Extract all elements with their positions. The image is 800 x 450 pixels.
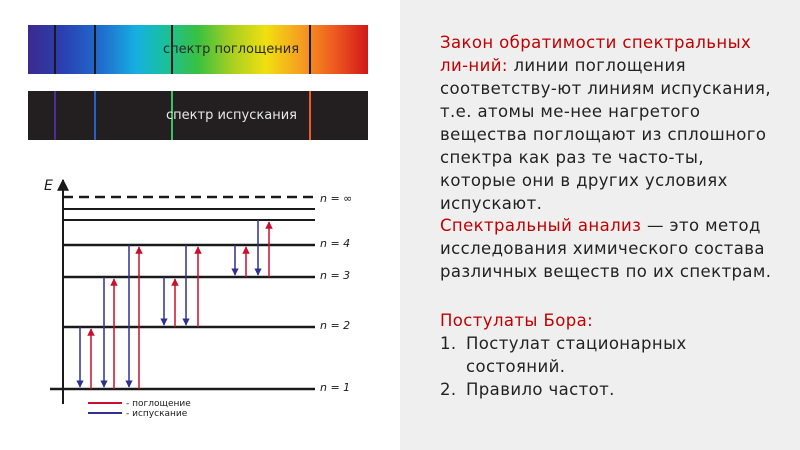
level-label-inf: n = ∞ xyxy=(320,192,353,205)
emission-spectrum-label: спектр испускания xyxy=(166,108,297,123)
reversibility-law-title: Закон обратимости спектральных ли-ний: xyxy=(440,33,752,75)
absorption-spectrum-label: спектр поглощения xyxy=(163,42,300,57)
emission-line-orange xyxy=(309,91,311,140)
bohr-postulate-item xyxy=(440,332,780,378)
energy-axis-label: E xyxy=(44,178,53,194)
legend-absorption-label: - поглощение xyxy=(126,399,191,409)
energy-level-diagram xyxy=(0,168,400,428)
bohr-postulate-number: 1. xyxy=(440,334,457,353)
spectral-analysis-body: — это метод исследования химического состава различных веществ по их спектрам. xyxy=(440,216,772,281)
bohr-postulate-number: 2. xyxy=(440,380,457,399)
absorption-line xyxy=(94,25,96,74)
bohr-postulates-block xyxy=(440,309,780,401)
spectral-analysis-paragraph xyxy=(440,214,780,283)
absorption-line xyxy=(54,25,56,74)
level-label-n3: n = 3 xyxy=(320,269,351,282)
reversibility-law-body: линии поглощения соответству-ют линиям испускания, т.е. атомы ме-нее нагретого вещества поглощают из сплошного спектра как раз те часто-ты, которые они в других условиях испускают. xyxy=(440,56,772,213)
spectral-analysis-title: Спектральный анализ xyxy=(440,216,642,235)
legend-emission-label: - испускание xyxy=(126,409,188,419)
emission-spectrum xyxy=(28,91,368,140)
level-label-n2: n = 2 xyxy=(320,319,351,332)
emission-line-violet xyxy=(54,91,56,140)
bohr-postulate-item xyxy=(440,378,780,401)
absorption-line xyxy=(309,25,311,74)
level-label-n4: n = 4 xyxy=(320,237,351,250)
bohr-postulate-text: Постулат стационарных состояний. xyxy=(466,334,687,376)
level-label-n1: n = 1 xyxy=(320,381,351,394)
bohr-postulates-list xyxy=(440,332,780,401)
bohr-postulate-text: Правило частот. xyxy=(466,380,615,399)
emission-line-blue xyxy=(94,91,96,140)
reversibility-law-paragraph xyxy=(440,31,780,215)
absorption-spectrum xyxy=(28,25,368,74)
bohr-postulates-title: Постулаты Бора: xyxy=(440,311,594,330)
